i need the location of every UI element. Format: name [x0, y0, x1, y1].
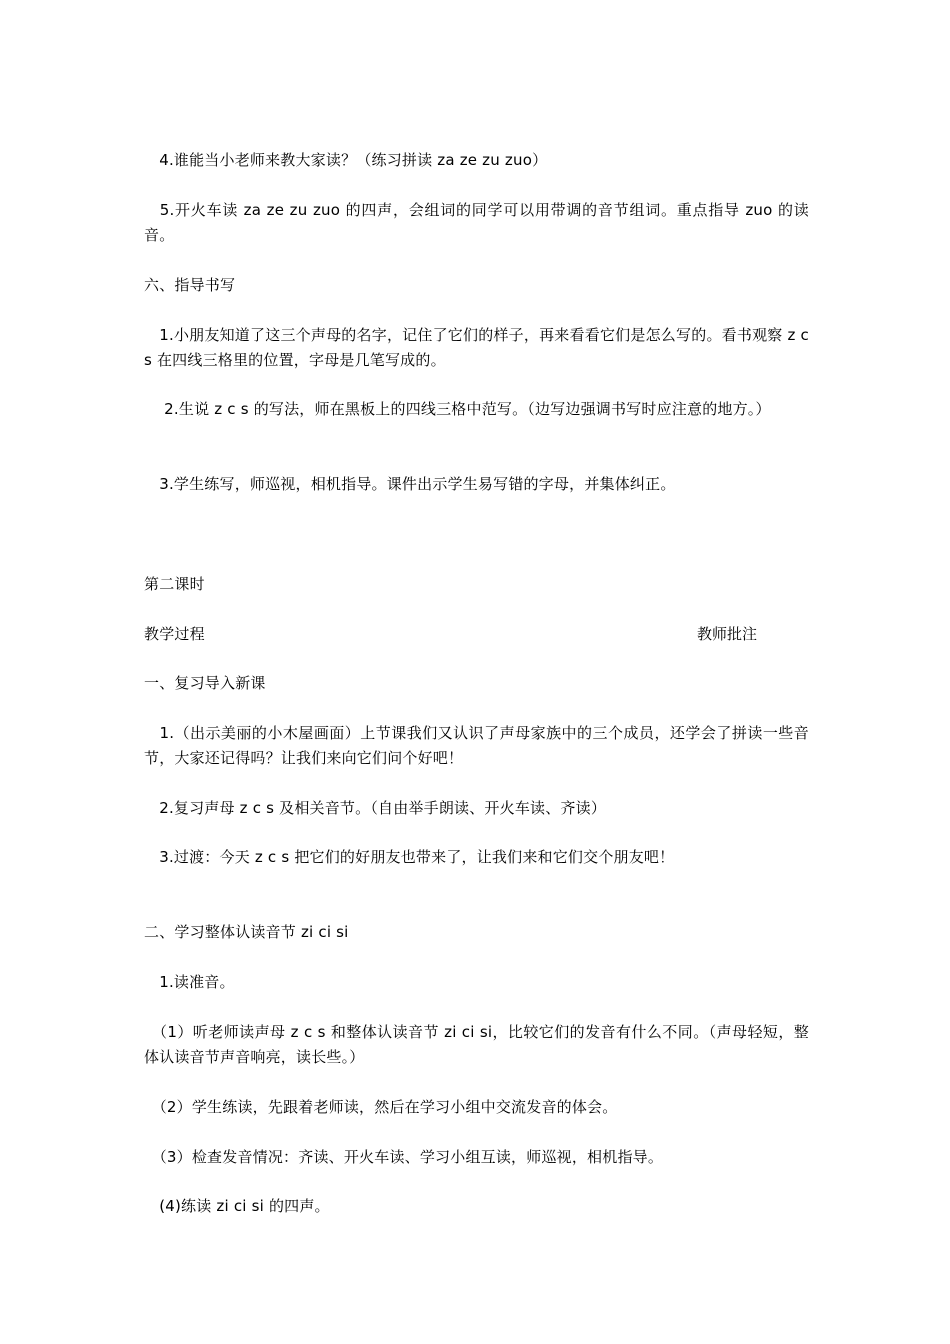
lesson-heading-second-period: 第二课时	[144, 575, 205, 593]
paragraph-transition: 3.过渡：今天 z c s 把它们的好朋友也带来了，让我们来和它们交个朋友吧！	[144, 848, 675, 866]
paragraph-student-practice: 3.学生练写，师巡视，相机指导。课件出示学生易写错的字母，并集体纠正。	[144, 475, 676, 493]
paragraph-practice-reading: 4.谁能当小老师来教大家读？（练习拼读 za ze zu zuo）	[144, 151, 548, 169]
paragraph-cabin-scene: 1.（出示美丽的小木屋画面）上节课我们又认识了声母家族中的三个成员，还学会了拼读一些音节，大家还记得吗？让我们来向它们问个好吧！	[144, 724, 809, 767]
paragraph-compare-pronunciation: （1）听老师读声母 z c s 和整体认读音节 zi ci si，比较它们的发音有什么不同。（声母轻短，整体认读音节声音响亮，读长些。）	[144, 1023, 809, 1066]
paragraph-demonstrate-writing: 2.生说 z c s 的写法，师在黑板上的四线三格中范写。（边写边强调书写时应注意的地方。）	[144, 400, 771, 418]
paragraph-check-pronunciation: （3）检查发音情况：齐读、开火车读、学习小组互读，师巡视，相机指导。	[144, 1148, 664, 1166]
paragraph-train-reading: 5.开火车读 za ze zu zuo 的四声，会组词的同学可以用带调的音节组词。重点指导 zuo 的读音。	[144, 201, 809, 244]
section-heading-writing-guidance: 六、指导书写	[144, 276, 236, 294]
paragraph-students-practice-reading: （2）学生练读，先跟着老师读，然后在学习小组中交流发音的体会。	[144, 1098, 618, 1116]
paragraph-read-accurately: 1.读准音。	[144, 973, 235, 991]
section-heading-review: 一、复习导入新课	[144, 674, 266, 692]
paragraph-four-tones: (4)练读 zi ci si 的四声。	[144, 1197, 330, 1215]
section-heading-whole-syllables: 二、学习整体认读音节 zi ci si	[144, 923, 349, 941]
label-teacher-notes: 教师批注	[697, 625, 758, 643]
paragraph-review-initials: 2.复习声母 z c s 及相关音节。（自由举手朗读、开火车读、齐读）	[144, 799, 607, 817]
paragraph-observe-letters: 1.小朋友知道了这三个声母的名字，记住了它们的样子，再来看看它们是怎么写的。看书观察 z c s 在四线三格里的位置，字母是几笔写成的。	[144, 326, 809, 369]
label-teaching-process: 教学过程	[144, 625, 205, 643]
